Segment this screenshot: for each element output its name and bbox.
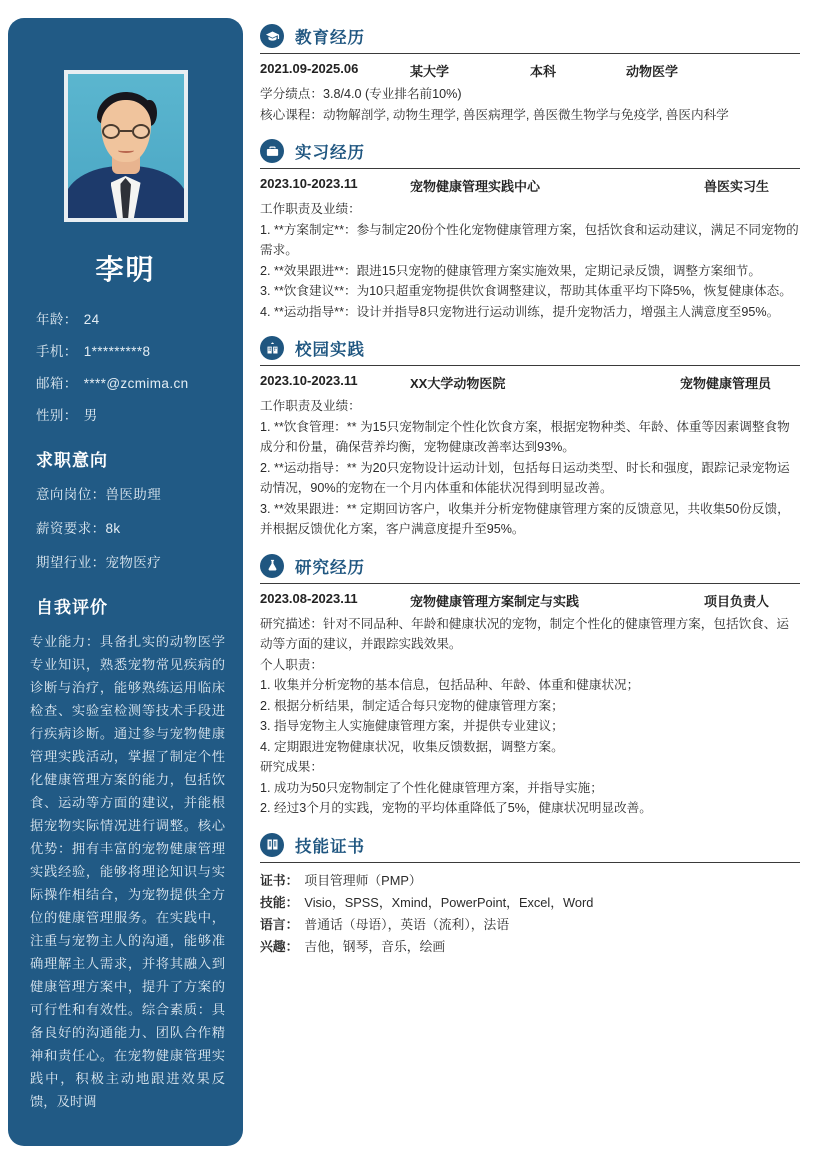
job-intent-position: 意向岗位：兽医助理 <box>36 487 162 502</box>
research-entry-head <box>260 591 800 610</box>
contact-value-age: 24 <box>83 312 100 327</box>
research-result-lead: 研究成果： <box>260 760 323 774</box>
contact-value-gender: 男 <box>83 408 98 423</box>
section-research <box>260 554 800 819</box>
education-header <box>260 24 800 48</box>
job-intent-list <box>36 483 243 571</box>
campus-item-1: 1. **饮食管理：** 为15只宠物制定个性化饮食方案，根据宠物种类、年龄、体重等因素调整食物成分和份量，确保营养均衡，宠物健康改善率达到93%。 <box>260 419 790 454</box>
research-duty-1: 1. 收集并分析宠物的基本信息，包括品种、年龄、体重和健康状况； <box>260 678 640 692</box>
research-result-1: 1. 成功为50只宠物制定了个性化健康管理方案，并指导实施； <box>260 780 603 795</box>
research-duty-2: 2. 根据分析结果，制定适合每只宠物的健康管理方案； <box>260 698 564 713</box>
flask-icon <box>260 554 284 578</box>
skills-key-interests: 兴趣： <box>260 938 299 954</box>
internship-org: 宠物健康管理实践中心 <box>410 179 541 194</box>
internship-item-4: 4. **运动指导**：设计并指导8只宠物进行运动训练，提升宠物活力，增强主人满意度至95%。 <box>260 304 780 319</box>
campus-role: 宠物健康管理员 <box>680 376 772 391</box>
contact-row-gender <box>36 404 243 424</box>
internship-lead: 工作职责及业绩： <box>260 202 361 216</box>
education-entry-head <box>260 61 800 80</box>
education-major: 动物医学 <box>626 64 679 79</box>
contact-label-email: 邮箱： <box>36 376 78 391</box>
contact-list <box>36 308 243 424</box>
internship-entry-head <box>260 176 800 195</box>
sidebar <box>8 18 243 1146</box>
campus-entry-head <box>260 373 800 392</box>
skills-row-languages <box>260 914 800 935</box>
education-divider <box>260 53 800 54</box>
skills-value-languages: 普通话（母语），英语（流利），法语 <box>304 916 510 932</box>
contact-label-age: 年龄： <box>36 312 78 327</box>
section-skills <box>260 833 800 957</box>
contact-label-phone: 手机： <box>36 344 78 359</box>
contact-row-email <box>36 372 243 392</box>
skills-row-interests <box>260 936 800 957</box>
self-evaluation-text: 专业能力：具备扎实的动物医学专业知识，熟悉宠物常见疾病的诊断与治疗，能够熟练运用临床检查、实验室检测等技术手段进行疾病诊断。通过参与宠物健康管理实践活动，掌握了制定个性化健康管理方案的能力，包括饮食、运动等方面的建议，并能根据宠物实际情况进行调整。核心优势：拥有丰富的宠物健康管理实践经验，能够将理论知识与实际操作相结合，为宠物提供全方位的健康管理服务。在实践中，注重与宠物主人的沟通，能够准确理解主人需求，并将其融入到健康管理方案中，提升了方案的可行性和有效性。综合素质：具备良好的沟通能力、团队合作精神和责任心。在宠物健康管理实践中，积极主动地跟进效果反馈，及时调 <box>30 634 225 1109</box>
research-header <box>260 554 800 578</box>
research-role: 项目负责人 <box>704 593 770 609</box>
education-gpa: 学分绩点：3.8/4.0 (专业排名前10%) <box>260 87 462 101</box>
glasses-icon <box>102 124 150 139</box>
campus-item-2: 2. **运动指导：** 为20只宠物设计运动计划，包括每日运动类型、时长和强度，跟踪记录宠物运动情况，90%的宠物在一个月内体重和体能状况得到明显改善。 <box>260 460 790 495</box>
research-duty-lead: 个人职责： <box>260 657 323 672</box>
skills-value-certificate: 项目管理师（PMP） <box>304 872 422 888</box>
campus-header <box>260 336 800 360</box>
research-project: 宠物健康管理方案制定与实践 <box>410 593 580 609</box>
campus-lead: 工作职责及业绩： <box>260 399 361 413</box>
avatar <box>68 74 184 218</box>
section-internship <box>260 139 800 322</box>
internship-date: 2023.10-2023.11 <box>260 176 358 191</box>
skills-header <box>260 833 800 857</box>
campus-date: 2023.10-2023.11 <box>260 373 358 388</box>
contact-row-phone <box>36 340 243 360</box>
research-result-2: 2. 经过3个月的实践，宠物的平均体重降低了5%，健康状况明显改善。 <box>260 801 652 815</box>
contact-value-phone: 1*********8 <box>83 344 151 359</box>
main-column <box>260 24 800 971</box>
research-date: 2023.08-2023.11 <box>260 590 358 606</box>
education-courses: 核心课程：动物解剖学, 动物生理学, 兽医病理学, 兽医微生物学与免疫学, 兽医内科学 <box>260 107 729 122</box>
book-icon <box>260 833 284 857</box>
section-education <box>260 24 800 125</box>
skills-divider <box>260 862 800 863</box>
internship-title: 实习经历 <box>295 144 365 162</box>
self-evaluation-heading: 自我评价 <box>36 598 108 617</box>
contact-row-age <box>36 308 243 328</box>
candidate-name: 李明 <box>95 254 156 285</box>
contact-label-gender: 性别： <box>36 408 78 423</box>
skills-value-skills: Visio，SPSS，Xmind，PowerPoint，Excel，Word <box>304 894 594 910</box>
job-intent-industry: 期望行业：宠物医疗 <box>36 555 162 570</box>
skills-key-skills: 技能： <box>260 894 299 910</box>
research-duty-4: 4. 定期跟进宠物健康状况，收集反馈数据，调整方案。 <box>260 739 564 754</box>
graduation-cap-icon <box>260 24 284 48</box>
internship-divider <box>260 168 800 169</box>
briefcase-icon <box>260 139 284 163</box>
campus-building-icon <box>260 336 284 360</box>
internship-item-1: 1. **方案制定**：参与制定20份个性化宠物健康管理方案，包括饮食和运动建议，满足不同宠物的需求。 <box>260 222 799 257</box>
research-duty-3: 3. 指导宠物主人实施健康管理方案，并提供专业建议； <box>260 719 564 733</box>
skills-key-certificate: 证书： <box>260 872 299 888</box>
education-date: 2021.09-2025.06 <box>260 61 359 76</box>
research-title: 研究经历 <box>295 558 365 577</box>
campus-item-3: 3. **效果跟进：** 定期回访客户，收集并分析宠物健康管理方案的反馈意见，共收集50份反馈，并根据反馈优化方案，客户满意度提升至95%。 <box>260 501 790 536</box>
education-title: 教育经历 <box>295 29 365 47</box>
internship-item-2: 2. **效果跟进**：跟进15只宠物的健康管理方案实施效果，定期记录反馈，调整方案细节。 <box>260 263 761 278</box>
job-intent-salary: 薪资要求：8k <box>36 521 121 536</box>
campus-title: 校园实践 <box>295 341 365 359</box>
avatar-frame <box>64 70 188 222</box>
internship-header <box>260 139 800 163</box>
skills-title: 技能证书 <box>295 837 365 856</box>
job-intent-heading: 求职意向 <box>36 451 108 470</box>
skills-row-certificate <box>260 870 800 891</box>
education-school: 某大学 <box>410 64 450 79</box>
contact-value-email: ****@zcmima.cn <box>83 376 189 391</box>
skills-row-skills <box>260 892 800 913</box>
internship-role: 兽医实习生 <box>704 179 770 194</box>
avatar-mouth <box>118 148 134 153</box>
campus-divider <box>260 365 800 366</box>
research-desc: 研究描述：针对不同品种、年龄和健康状况的宠物，制定个性化的健康管理方案，包括饮食、运动等方面的建议，并跟踪实践效果。 <box>260 616 789 651</box>
skills-value-interests: 吉他，钢琴，音乐，绘画 <box>304 938 446 954</box>
research-divider <box>260 583 800 584</box>
section-campus-practice <box>260 336 800 540</box>
campus-org: XX大学动物医院 <box>410 376 506 391</box>
internship-item-3: 3. **饮食建议**：为10只超重宠物提供饮食调整建议，帮助其体重平均下降5%，恢复健康体态。 <box>260 284 792 298</box>
education-degree: 本科 <box>530 64 557 79</box>
skills-key-languages: 语言： <box>260 916 299 932</box>
